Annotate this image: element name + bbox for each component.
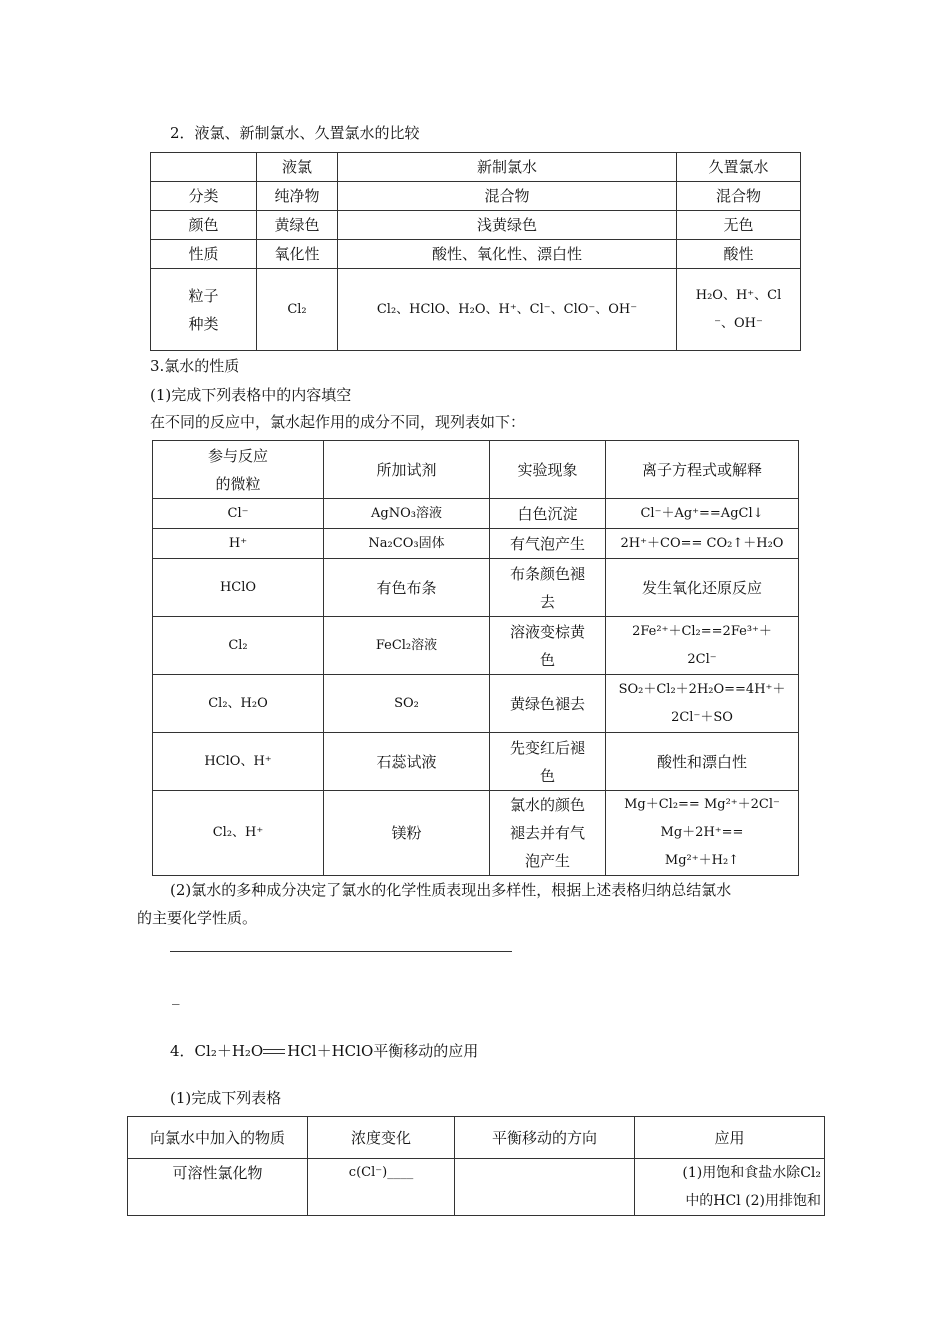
- table-cell: 混合物: [338, 182, 677, 211]
- header-cell: 实验现象: [490, 441, 606, 499]
- reversible-arrow-icon: [263, 1038, 287, 1056]
- particle-cell: Cl⁻: [153, 499, 324, 529]
- section-4-sub1: (1)完成下列表格: [170, 1089, 282, 1107]
- table-cell: 浅黄绿色: [338, 211, 677, 240]
- table-row: [151, 182, 801, 211]
- table-cell: [455, 1159, 635, 1216]
- table-cell: 酸性: [677, 240, 801, 269]
- table-cell: Cl₂: [257, 269, 338, 351]
- particle-cell: Cl₂: [153, 617, 324, 675]
- header-cell: 平衡移动的方向: [455, 1117, 635, 1159]
- particle-cell: HClO: [153, 559, 324, 617]
- table-row: [153, 675, 799, 733]
- equation-cell: Cl⁻＋Ag⁺==AgCl↓: [606, 499, 799, 529]
- equation-line: 2Cl⁻: [687, 651, 717, 667]
- table-row: [153, 499, 799, 529]
- table-cell: 可溶性氯化物: [128, 1159, 308, 1216]
- table-cell: [151, 269, 257, 351]
- header-line: 参与反应: [207, 446, 268, 465]
- aged-particles-line-1: H₂O、H⁺、Cl: [695, 287, 782, 303]
- header-cell: 向氯水中加入的物质: [128, 1117, 308, 1159]
- table-row: [153, 617, 799, 675]
- equation-line: Mg＋2H⁺==: [660, 825, 744, 840]
- section-4-title: [170, 1038, 478, 1061]
- phenomenon-cell: [490, 791, 606, 876]
- table-cell: 酸性、氧化性、漂白性: [338, 240, 677, 269]
- phenomenon-line: 色: [539, 766, 555, 785]
- aged-particles-line-2: ⁻、OH⁻: [714, 315, 763, 331]
- header-cell: 新制氯水: [338, 153, 677, 182]
- reagent-cell: Na₂CO₃固体: [324, 529, 490, 559]
- table-cell: 黄绿色: [257, 211, 338, 240]
- table-cell: [635, 1159, 825, 1216]
- section-2-title: 2．液氯、新制氯水、久置氯水的比较: [170, 124, 420, 142]
- equation-line: Mg＋Cl₂== Mg²⁺＋2Cl⁻: [624, 797, 780, 812]
- phenomenon-cell: [490, 733, 606, 791]
- section-3-title: 3.氯水的性质: [150, 357, 240, 375]
- equation-cell: 酸性和漂白性: [606, 733, 799, 791]
- section-3-sub2-line1: (2)氯水的多种成分决定了氯水的化学性质表现出多样性，根据上述表格归纳总结氯水: [170, 881, 732, 899]
- table-row: [151, 211, 801, 240]
- table-header-row: [128, 1117, 825, 1159]
- section-3-sub2-line2: 的主要化学性质。: [137, 909, 258, 927]
- table-cell: 混合物: [677, 182, 801, 211]
- header-cell: 液氯: [257, 153, 338, 182]
- table-cell: 颜色: [151, 211, 257, 240]
- answer-line: [170, 951, 512, 952]
- phenomenon-line: 去: [539, 592, 555, 611]
- table-row: [151, 269, 801, 351]
- phenomenon-line: 褪去并有气: [509, 824, 585, 842]
- section-3-sub1: (1)完成下列表格中的内容填空: [150, 386, 352, 404]
- table-cell: c(Cl⁻)____: [308, 1159, 455, 1216]
- table-row: [153, 559, 799, 617]
- table-header-row: [151, 153, 801, 182]
- equation-cell: 2H⁺＋CO== CO₂↑＋H₂O: [606, 529, 799, 559]
- equation-line: 2Fe²⁺＋Cl₂==2Fe³⁺＋: [632, 623, 772, 639]
- application-line: (1)用饱和食盐水除Cl₂: [682, 1165, 821, 1181]
- table-cell: 分类: [151, 182, 257, 211]
- particle-cell: Cl₂、H₂O: [153, 675, 324, 733]
- reagent-cell: 有色布条: [324, 559, 490, 617]
- table-cell: 性质: [151, 240, 257, 269]
- reagent-cell: FeCl₂溶液: [324, 617, 490, 675]
- answer-dash: _: [172, 987, 180, 1005]
- comparison-table: [150, 152, 801, 351]
- table-cell: [677, 269, 801, 351]
- phenomenon-line: 布条颜色褪: [509, 564, 585, 583]
- phenomenon-line: 先变红后褪: [509, 738, 585, 757]
- header-cell: 离子方程式或解释: [606, 441, 799, 499]
- equation-line: 2Cl⁻＋SO: [671, 709, 733, 725]
- table-row: [153, 791, 799, 876]
- equation-cell: [606, 617, 799, 675]
- application-line: 中的HCl (2)用排饱和: [685, 1193, 821, 1209]
- phenomenon-line: 溶液变棕黄: [509, 622, 585, 641]
- equation-line: SO₂＋Cl₂＋2H₂O==4H⁺＋: [618, 681, 786, 697]
- section-4-title-post: HCl＋HClO平衡移动的应用: [287, 1042, 479, 1060]
- equation-cell: [606, 675, 799, 733]
- particle-cell: Cl₂、H⁺: [153, 791, 324, 876]
- equation-cell: 发生氧化还原反应: [606, 559, 799, 617]
- equation-cell: [606, 791, 799, 876]
- particle-label-2: 种类: [188, 314, 219, 333]
- phenomenon-cell: [490, 559, 606, 617]
- equilibrium-table: [127, 1116, 825, 1216]
- equation-line: Mg²⁺＋H₂↑: [664, 853, 740, 868]
- table-row: [153, 529, 799, 559]
- table-cell: 氧化性: [257, 240, 338, 269]
- header-cell: 久置氯水: [677, 153, 801, 182]
- header-cell: 应用: [635, 1117, 825, 1159]
- reagent-cell: 镁粉: [324, 791, 490, 876]
- reagent-cell: SO₂: [324, 675, 490, 733]
- table-cell: Cl₂、HClO、H₂O、H⁺、Cl⁻、ClO⁻、OH⁻: [338, 269, 677, 351]
- phenomenon-cell: [490, 617, 606, 675]
- particle-label-1: 粒子: [188, 286, 219, 305]
- table-row: [153, 733, 799, 791]
- header-cell: [153, 441, 324, 499]
- reagent-cell: AgNO₃溶液: [324, 499, 490, 529]
- phenomenon-cell: 黄绿色褪去: [490, 675, 606, 733]
- reagent-cell: 石蕊试液: [324, 733, 490, 791]
- phenomenon-cell: 白色沉淀: [490, 499, 606, 529]
- header-cell: 浓度变化: [308, 1117, 455, 1159]
- chlorine-water-properties-table: [152, 440, 799, 876]
- phenomenon-line: 泡产生: [524, 852, 570, 870]
- table-row: [128, 1159, 825, 1216]
- phenomenon-cell: 有气泡产生: [490, 529, 606, 559]
- header-cell: 所加试剂: [324, 441, 490, 499]
- table-row: [151, 240, 801, 269]
- table-cell: 纯净物: [257, 182, 338, 211]
- section-4-title-pre: 4．Cl₂＋H₂O: [170, 1042, 264, 1060]
- phenomenon-line: 氯水的颜色: [509, 796, 585, 814]
- header-line: 的微粒: [215, 474, 261, 493]
- table-cell: 无色: [677, 211, 801, 240]
- header-cell: [151, 153, 257, 182]
- section-3-intro: 在不同的反应中，氯水起作用的成分不同，现列表如下：: [150, 413, 526, 431]
- table-header-row: [153, 441, 799, 499]
- particle-cell: HClO、H⁺: [153, 733, 324, 791]
- phenomenon-line: 色: [539, 650, 555, 669]
- particle-cell: H⁺: [153, 529, 324, 559]
